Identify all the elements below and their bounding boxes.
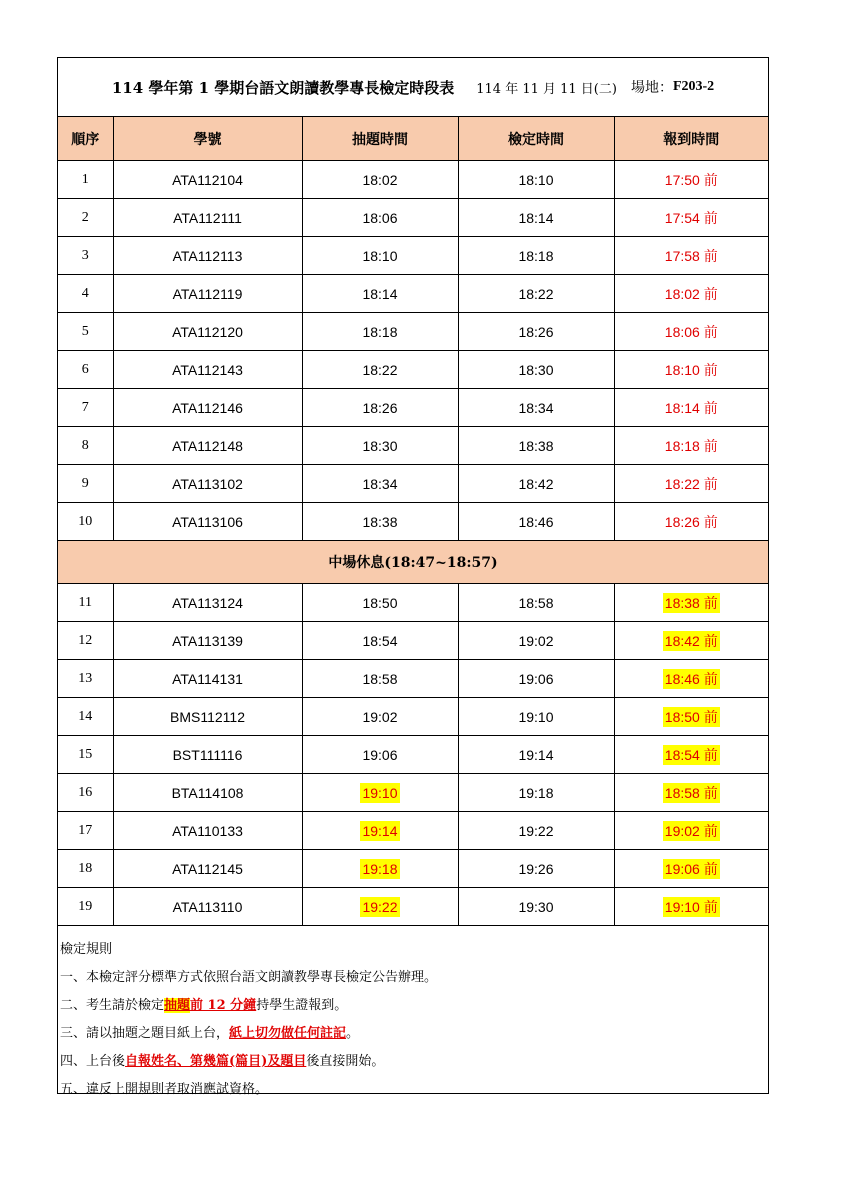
cell-order-text: 15: [78, 746, 93, 762]
cell-draw-time-text: 18:06: [362, 209, 398, 226]
cell-order-text: 18: [78, 860, 93, 876]
cell-student-id-text: BMS112112: [170, 708, 245, 725]
cell-order: [58, 389, 113, 427]
header-report-time: 報到時間: [614, 117, 768, 161]
rule-3-text-c: 。: [346, 1026, 360, 1041]
rule-4-text-c: 後直接開始。: [306, 1054, 385, 1069]
cell-draw-time-text: 18:10: [362, 247, 398, 264]
table-row: [58, 465, 768, 503]
schedule-sheet: [57, 57, 769, 1097]
table-row: [58, 389, 768, 427]
cell-draw-time: [302, 584, 458, 622]
cell-student-id: [113, 888, 302, 926]
cell-exam-time: [458, 888, 614, 926]
cell-draw-time: [302, 275, 458, 313]
cell-exam-time: [458, 774, 614, 812]
rules-section: [58, 926, 768, 1104]
cell-exam-time-text: 18:14: [518, 209, 554, 226]
cell-exam-time-text: 18:38: [518, 437, 554, 454]
cell-report-time: [614, 584, 768, 622]
table-row: [58, 199, 768, 237]
cell-order: [58, 736, 113, 774]
cell-report-time: [614, 660, 768, 698]
cell-exam-time: [458, 698, 614, 736]
cell-report-time: [614, 774, 768, 812]
cell-student-id: [113, 622, 302, 660]
cell-report-time-text: 18:38 前: [664, 594, 718, 611]
cell-draw-time: [302, 850, 458, 888]
cell-report-time: [614, 812, 768, 850]
table-row: [58, 161, 768, 199]
cell-exam-time-text: 18:18: [518, 247, 554, 264]
cell-order: [58, 237, 113, 275]
cell-exam-time: [458, 351, 614, 389]
table-row: [58, 660, 768, 698]
cell-exam-time: [458, 237, 614, 275]
cell-draw-time: [302, 812, 458, 850]
cell-exam-time-text: 18:30: [518, 361, 554, 378]
cell-report-time: [614, 465, 768, 503]
cell-exam-time-text: 18:46: [518, 513, 554, 530]
cell-student-id-text: BST111116: [172, 746, 243, 763]
cell-order-text: 4: [81, 285, 89, 301]
cell-report-time: [614, 199, 768, 237]
cell-draw-time-text: 19:06: [362, 746, 398, 763]
cell-exam-time: [458, 812, 614, 850]
cell-exam-time: [458, 850, 614, 888]
cell-report-time-text: 18:22 前: [664, 475, 718, 492]
table-row: [58, 698, 768, 736]
cell-order-text: 17: [78, 822, 93, 838]
cell-draw-time-text: 18:54: [362, 632, 398, 649]
exam-date: 114 年 11 月 11 日(二): [476, 81, 617, 97]
cell-report-time-text: 18:46 前: [664, 670, 718, 687]
cell-report-time: [614, 313, 768, 351]
cell-report-time: [614, 698, 768, 736]
cell-student-id: [113, 389, 302, 427]
cell-exam-time-text: 19:26: [518, 860, 554, 877]
cell-report-time-text: 19:06 前: [664, 860, 718, 877]
cell-report-time-text: 18:54 前: [664, 746, 718, 763]
cell-report-time-text: 19:10 前: [664, 898, 718, 915]
cell-report-time: [614, 503, 768, 541]
cell-report-time-text: 19:02 前: [664, 822, 718, 839]
cell-order-text: 5: [81, 323, 89, 339]
venue-label: 場地：: [630, 80, 673, 96]
cell-student-id: [113, 774, 302, 812]
rule-2-text-d: 持學生證報到。: [256, 998, 348, 1013]
cell-draw-time-text: 18:26: [362, 399, 398, 416]
cell-exam-time-text: 18:42: [518, 475, 554, 492]
cell-exam-time-text: 19:06: [518, 670, 554, 687]
cell-report-time: [614, 850, 768, 888]
cell-order-text: 14: [78, 708, 93, 724]
cell-report-time: [614, 622, 768, 660]
rule-4: [60, 1048, 766, 1076]
cell-order-text: 16: [78, 784, 93, 800]
cell-exam-time: [458, 389, 614, 427]
cell-report-time-text: 17:50 前: [664, 171, 718, 188]
rule-3-text-a: 三、請以抽題之題目紙上台，: [60, 1026, 230, 1041]
page-title: 114 學年第 1 學期台語文朗讀教學專長檢定時段表: [111, 78, 455, 97]
cell-exam-time-text: 19:18: [518, 784, 554, 801]
cell-draw-time-text: 18:02: [362, 171, 398, 188]
cell-student-id: [113, 313, 302, 351]
cell-exam-time-text: 19:14: [518, 746, 554, 763]
cell-student-id-text: ATA113106: [172, 513, 243, 530]
cell-report-time: [614, 427, 768, 465]
cell-student-id: [113, 351, 302, 389]
cell-draw-time-text: 18:38: [362, 513, 398, 530]
cell-order: [58, 503, 113, 541]
cell-exam-time-text: 18:58: [518, 594, 554, 611]
cell-student-id: [113, 503, 302, 541]
table-row: [58, 313, 768, 351]
rule-2-emphasis-minutes: 前 12 分鐘: [190, 998, 257, 1013]
cell-student-id: [113, 850, 302, 888]
cell-student-id: [113, 237, 302, 275]
cell-order-text: 9: [81, 475, 89, 491]
cell-order: [58, 427, 113, 465]
cell-report-time-text: 18:10 前: [664, 361, 718, 378]
cell-student-id-text: ATA112104: [172, 171, 243, 188]
table-row: [58, 503, 768, 541]
cell-student-id-text: ATA113102: [172, 475, 243, 492]
cell-order-text: 19: [78, 898, 93, 914]
cell-report-time: [614, 161, 768, 199]
cell-draw-time: [302, 622, 458, 660]
cell-student-id-text: ATA113124: [172, 594, 243, 611]
cell-draw-time-text: 18:18: [362, 323, 398, 340]
cell-student-id-text: ATA112148: [172, 437, 243, 454]
cell-student-id: [113, 427, 302, 465]
cell-student-id: [113, 465, 302, 503]
cell-order-text: 8: [81, 437, 89, 453]
cell-order: [58, 888, 113, 926]
cell-draw-time: [302, 888, 458, 926]
cell-student-id-text: ATA112119: [172, 285, 243, 302]
cell-draw-time-text: 19:22: [362, 898, 398, 915]
cell-order: [58, 465, 113, 503]
table-row: [58, 237, 768, 275]
cell-order: [58, 584, 113, 622]
cell-draw-time-text: 18:14: [362, 285, 398, 302]
cell-exam-time: [458, 465, 614, 503]
cell-report-time: [614, 237, 768, 275]
cell-order-text: 12: [78, 632, 93, 648]
cell-draw-time: [302, 161, 458, 199]
break-label: 中場休息(18:47~18:57): [58, 541, 768, 584]
cell-exam-time-text: 19:02: [518, 632, 554, 649]
table-row: [58, 584, 768, 622]
cell-exam-time: [458, 313, 614, 351]
cell-exam-time-text: 19:22: [518, 822, 554, 839]
rules-heading: 檢定規則: [60, 942, 113, 957]
cell-report-time-text: 17:58 前: [664, 247, 718, 264]
cell-report-time-text: 18:26 前: [664, 513, 718, 530]
cell-draw-time: [302, 199, 458, 237]
cell-student-id-text: ATA112111: [173, 209, 242, 226]
cell-student-id: [113, 812, 302, 850]
cell-student-id-text: ATA112120: [172, 323, 243, 340]
break-row: [58, 541, 768, 584]
cell-exam-time-text: 18:34: [518, 399, 554, 416]
cell-exam-time-text: 18:22: [518, 285, 554, 302]
cell-order: [58, 161, 113, 199]
cell-exam-time: [458, 161, 614, 199]
cell-exam-time-text: 19:10: [518, 708, 554, 725]
header-draw-time: 抽題時間: [302, 117, 458, 161]
cell-draw-time: [302, 351, 458, 389]
rule-2: [60, 992, 766, 1020]
cell-order-text: 1: [81, 171, 89, 187]
cell-student-id: [113, 275, 302, 313]
cell-order-text: 3: [81, 247, 89, 263]
rule-3-emphasis: 紙上切勿做任何註記: [229, 1026, 347, 1041]
cell-order: [58, 698, 113, 736]
cell-draw-time: [302, 774, 458, 812]
cell-report-time-text: 18:14 前: [664, 399, 718, 416]
cell-student-id-text: ATA110133: [172, 822, 243, 839]
cell-order: [58, 660, 113, 698]
rule-3: [60, 1020, 766, 1048]
cell-exam-time: [458, 660, 614, 698]
cell-student-id: [113, 199, 302, 237]
cell-student-id-text: BTA114108: [171, 784, 244, 801]
cell-draw-time-text: 18:22: [362, 361, 398, 378]
cell-report-time: [614, 275, 768, 313]
cell-exam-time-text: 19:30: [518, 898, 554, 915]
cell-order-text: 11: [78, 594, 92, 610]
cell-draw-time-text: 19:14: [362, 822, 398, 839]
cell-report-time-text: 18:50 前: [664, 708, 718, 725]
cell-exam-time: [458, 736, 614, 774]
cell-draw-time-text: 18:34: [362, 475, 398, 492]
cell-order-text: 7: [81, 399, 89, 415]
cell-student-id-text: ATA112146: [172, 399, 243, 416]
cell-student-id-text: ATA113110: [172, 898, 243, 915]
cell-report-time-text: 17:54 前: [664, 209, 718, 226]
title-bar: [58, 58, 768, 117]
cell-draw-time-text: 19:10: [362, 784, 398, 801]
cell-order: [58, 812, 113, 850]
cell-order: [58, 275, 113, 313]
cell-exam-time: [458, 199, 614, 237]
cell-student-id-text: ATA112145: [172, 860, 243, 877]
table-row: [58, 622, 768, 660]
cell-student-id-text: ATA114131: [172, 670, 243, 687]
rule-2-text-a: 二、考生請於檢定: [60, 998, 165, 1013]
table-row: [58, 351, 768, 389]
cell-report-time: [614, 389, 768, 427]
cell-exam-time: [458, 622, 614, 660]
cell-student-id: [113, 736, 302, 774]
cell-draw-time-text: 19:02: [362, 708, 398, 725]
rule-4-emphasis: 自報姓名、第幾篇(篇目)及題目: [125, 1054, 307, 1069]
cell-student-id: [113, 584, 302, 622]
cell-draw-time: [302, 313, 458, 351]
cell-student-id: [113, 698, 302, 736]
header-student-id: 學號: [113, 117, 302, 161]
cell-order: [58, 199, 113, 237]
cell-report-time-text: 18:02 前: [664, 285, 718, 302]
cell-exam-time: [458, 503, 614, 541]
cell-order: [58, 774, 113, 812]
table-row: [58, 275, 768, 313]
table-row: [58, 427, 768, 465]
cell-draw-time: [302, 389, 458, 427]
cell-report-time-text: 18:42 前: [664, 632, 718, 649]
rule-4-text-a: 四、上台後: [60, 1054, 126, 1069]
table-row: [58, 850, 768, 888]
cell-exam-time: [458, 275, 614, 313]
cell-student-id: [113, 161, 302, 199]
cell-student-id-text: ATA112143: [172, 361, 243, 378]
cell-order-text: 6: [81, 361, 89, 377]
cell-order: [58, 351, 113, 389]
cell-order: [58, 622, 113, 660]
table-row: [58, 736, 768, 774]
cell-exam-time: [458, 584, 614, 622]
rule-5: 五、違反上開規則者取消應試資格。: [60, 1082, 269, 1097]
header-exam-time: 檢定時間: [458, 117, 614, 161]
header-row: [58, 117, 768, 161]
cell-draw-time-text: 18:58: [362, 670, 398, 687]
cell-report-time: [614, 736, 768, 774]
cell-draw-time: [302, 427, 458, 465]
cell-order-text: 10: [78, 513, 93, 529]
cell-report-time-text: 18:06 前: [664, 323, 718, 340]
cell-report-time: [614, 351, 768, 389]
schedule-table: [58, 117, 768, 926]
table-row: [58, 888, 768, 926]
cell-draw-time: [302, 503, 458, 541]
cell-report-time: [614, 888, 768, 926]
cell-draw-time: [302, 465, 458, 503]
cell-draw-time: [302, 736, 458, 774]
cell-exam-time-text: 18:26: [518, 323, 554, 340]
cell-order: [58, 313, 113, 351]
cell-report-time-text: 18:58 前: [664, 784, 718, 801]
cell-draw-time-text: 18:50: [362, 594, 398, 611]
cell-order-text: 2: [81, 209, 89, 225]
rule-2-highlight-draw: 抽題: [164, 998, 191, 1013]
cell-draw-time: [302, 698, 458, 736]
table-row: [58, 812, 768, 850]
cell-student-id-text: ATA113139: [172, 632, 243, 649]
venue-value: F203-2: [672, 79, 715, 94]
cell-order-text: 13: [78, 670, 93, 686]
cell-exam-time-text: 18:10: [518, 171, 554, 188]
cell-draw-time: [302, 237, 458, 275]
cell-order: [58, 850, 113, 888]
cell-report-time-text: 18:18 前: [664, 437, 718, 454]
cell-draw-time-text: 19:18: [362, 860, 398, 877]
cell-student-id: [113, 660, 302, 698]
cell-draw-time: [302, 660, 458, 698]
cell-draw-time-text: 18:30: [362, 437, 398, 454]
table-row: [58, 774, 768, 812]
cell-student-id-text: ATA112113: [172, 247, 243, 264]
header-order: 順序: [58, 117, 113, 161]
cell-exam-time: [458, 427, 614, 465]
rule-1: 一、本檢定評分標準方式依照台語文朗讀教學專長檢定公告辦理。: [60, 970, 438, 985]
